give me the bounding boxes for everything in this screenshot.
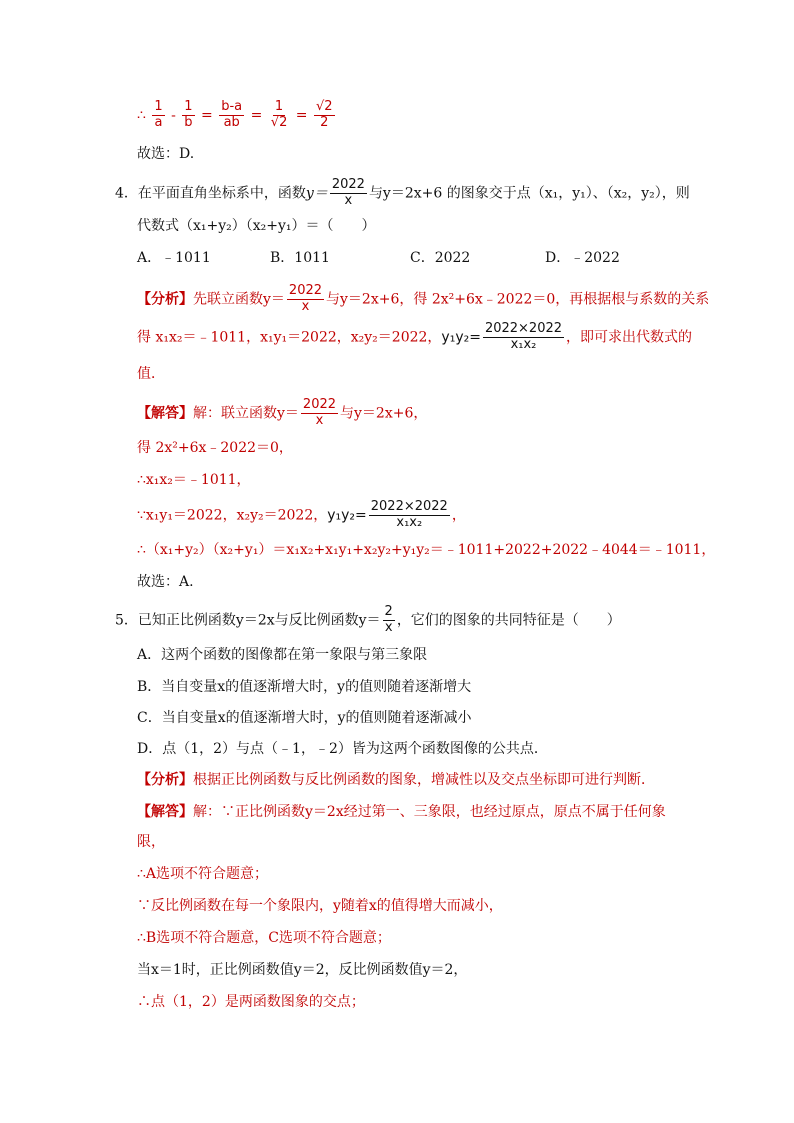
q4-option-c: C．2022 [410, 250, 471, 266]
fraction-1-over-sqrt2: $\frac{1}{√2}$ [270, 99, 288, 130]
q5-option-c: C．当自变量x的值逐渐增大时，y的值则随着逐渐减小 [137, 710, 472, 726]
therefore-symbol: ∴ [137, 107, 146, 124]
q4-solution-line2: 得 2x²+6x﹣2022＝0， [137, 440, 293, 456]
q5-solution-line6: 当x＝1时，正比例函数值y＝2，反比例函数值y＝2， [137, 962, 468, 978]
q5-solution-line5: ∴B选项不符合题意，C选项不符合题意； [137, 930, 391, 946]
analysis-tag: 【分析】 [137, 291, 193, 308]
q4-solution-line4: ∵x₁y₁＝2022，x₂y₂＝2022，y₁y₂= $\frac{2022\times 2022}{\text{x₁x₂}}$ ， [137, 499, 466, 530]
q5-solution-line1: 【解答】解：∵正比例函数y＝2x经过第一、三象限，也经过原点，原点不属于任何象 [137, 804, 666, 820]
q4-solution-line3: ∴x₁x₂＝﹣1011， [137, 472, 251, 488]
q4-fraction: $\frac{2022}{x}$ [331, 177, 365, 208]
q4-solution-product-fraction: $\frac{2022\times 2022}{\text{x₁x₂}}$ [370, 499, 448, 530]
q4-option-d: D．﹣2022 [545, 250, 620, 266]
q5-option-d: D．点（1，2）与点（﹣1，﹣2）皆为这两个函数图像的公共点． [137, 741, 548, 757]
q5-option-a: A．这两个函数的图像都在第一象限与第三象限 [137, 647, 428, 663]
fraction-sqrt2-over-2: $\frac{√2}{2}$ [315, 99, 333, 130]
q4-option-a: A．﹣1011 [137, 250, 211, 266]
q4-stem-line1: 4．在平面直角坐标系中，函数y＝ $\frac{2022}{x}$ 与y＝2x+6 的图象交于点（x₁，y₁）、（x₂，y₂），则 [115, 177, 690, 208]
q5-analysis: 【分析】根据正比例函数与反比例函数的图象，增减性以及交点坐标即可进行判断． [137, 772, 655, 788]
answer-choice-q3: 故选：D. [137, 146, 195, 162]
fraction-equation: ∴ $\frac{1}{a}$ - $\frac{1}{b}$ = $\frac{b-a}{ab}$ = $\frac{1}{√2}$ = $\frac{√2}{2}$ [137, 99, 333, 130]
solution-tag: 【解答】 [137, 405, 193, 422]
q5-option-b: B．当自变量x的值逐渐增大时，y的值则随着逐渐增大 [137, 679, 472, 695]
q4-analysis-line3: 值． [137, 366, 165, 382]
q5-fraction: $\frac{2}{x}$ [384, 604, 393, 635]
fraction-b-minus-a-over-ab: $\frac{b-a}{ab}$ [221, 99, 243, 130]
q4-analysis-line2: 得 x₁x₂＝﹣1011，x₁y₁＝2022，x₂y₂＝2022，y₁y₂= $\frac{2022\times 2022}{\text{x₁x₂}}$ ，即可求出代数式的 [137, 321, 693, 352]
fraction-1-over-a: $\frac{1}{a}$ [154, 99, 163, 130]
q5-solution-line7: ∴点（1，2）是两函数图象的交点； [137, 994, 365, 1010]
q4-stem-line2: 代数式（x₁+y₂）（x₂+y₁）＝（ ） [137, 218, 376, 234]
q5-solution-line3: ∴A选项不符合题意； [137, 866, 269, 882]
q4-analysis-fraction: $\frac{2022}{x}$ [288, 283, 323, 314]
q4-solution-line5: ∴（x₁+y₂）（x₂+y₁）＝x₁x₂+x₁y₁+x₂y₂+y₁y₂＝﹣1011+2022+2022﹣4044＝﹣1011， [137, 542, 716, 558]
q4-solution-line1: 【解答】解：联立函数y＝ $\frac{2022}{x}$ 与y＝2x+6， [137, 397, 428, 428]
q4-analysis-line1: 【分析】先联立函数y＝ $\frac{2022}{x}$ 与y＝2x+6，得 2x²+6x﹣2022＝0，再根据根与系数的关系 [137, 283, 710, 314]
q5-solution-line2: 限， [137, 834, 165, 850]
answer-choice-q4: 故选：A. [137, 574, 194, 590]
q5-solution-line4: ∵反比例函数在每一个象限内，y随着x的值得增大而减小， [137, 898, 503, 914]
q4-analysis-product-fraction: $\frac{2022\times 2022}{\text{x₁x₂}}$ [484, 321, 563, 352]
q5-stem: 5．已知正比例函数y＝2x与反比例函数y＝ $\frac{2}{x}$ ，它们的图象的共同特征是（ ） [115, 604, 621, 635]
q4-solution-fraction: $\frac{2022}{x}$ [302, 397, 337, 428]
fraction-1-over-b: $\frac{1}{b}$ [184, 99, 193, 130]
q4-option-b: B．1011 [270, 250, 330, 266]
